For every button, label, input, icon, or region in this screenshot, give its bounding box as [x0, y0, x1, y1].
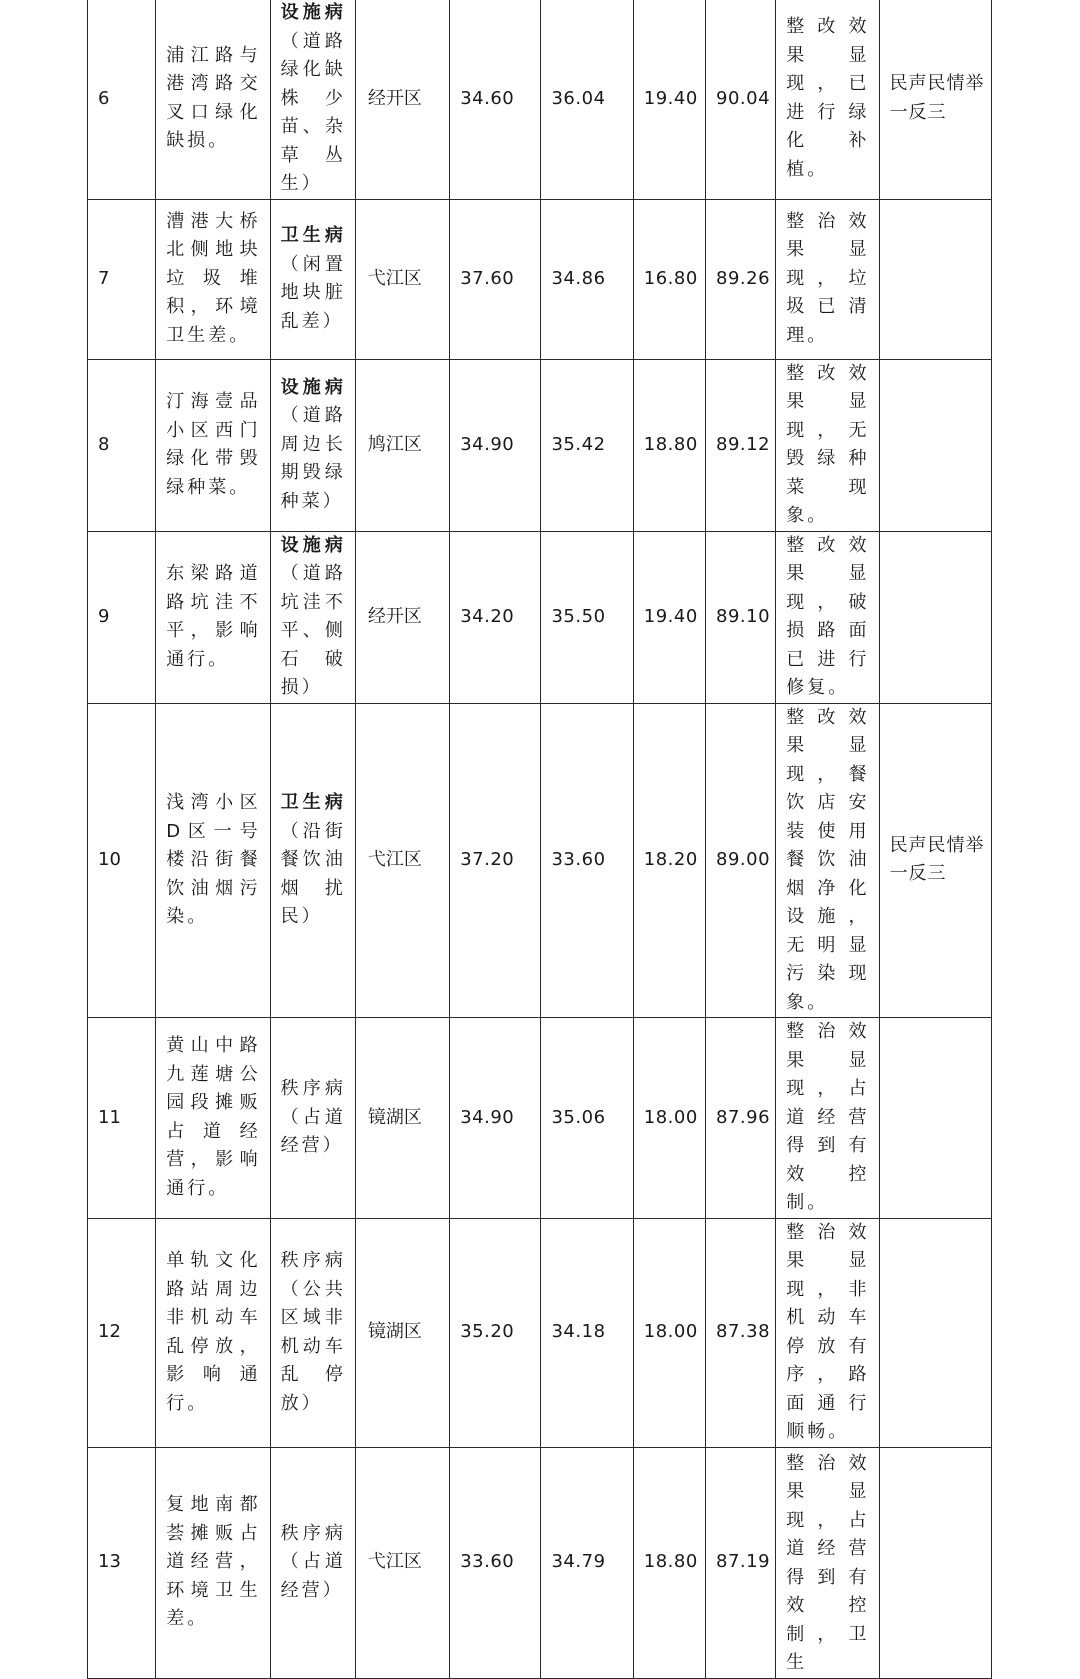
score-2: 34.79 — [541, 1447, 633, 1678]
total-score: 87.19 — [706, 1447, 776, 1678]
district: 弋江区 — [355, 703, 449, 1018]
problem-description: 浅湾小区D区一号楼沿街餐饮油烟污染。 — [156, 703, 270, 1018]
category-detail: （道路绿化缺株少苗、杂草丛生） — [280, 30, 346, 194]
note — [879, 1018, 991, 1219]
district: 经开区 — [355, 531, 449, 703]
table-row — [88, 1447, 992, 1678]
table-row — [88, 1018, 992, 1219]
category-detail: （闲置地块脏乱差） — [280, 253, 346, 332]
score-1: 35.20 — [450, 1218, 541, 1447]
table-row — [88, 0, 992, 199]
problem-description: 汀海壹品小区西门绿化带毁绿种菜。 — [156, 359, 270, 531]
rectification-result: 整治效果显现，非机动车停放有序，路面通行顺畅。 — [776, 1218, 879, 1447]
problem-category — [270, 1447, 355, 1678]
score-1: 34.90 — [450, 1018, 541, 1219]
score-1: 34.20 — [450, 531, 541, 703]
row-number: 6 — [88, 0, 156, 199]
note — [879, 1447, 991, 1678]
rectification-result: 整改效果显现，已进行绿化补植。 — [776, 0, 879, 199]
problem-description: 单轨文化路站周边非机动车乱停放，影响通行。 — [156, 1218, 270, 1447]
category-head: 秩序病 — [280, 1078, 346, 1099]
category-head: 设施病 — [280, 534, 346, 556]
problem-description: 漕港大桥北侧地块垃圾堆积，环境卫生差。 — [156, 199, 270, 359]
score-2: 34.18 — [541, 1218, 633, 1447]
problem-category — [270, 359, 355, 531]
row-number: 7 — [88, 199, 156, 359]
score-3: 18.00 — [633, 1218, 705, 1447]
score-2: 35.06 — [541, 1018, 633, 1219]
score-1: 37.60 — [450, 199, 541, 359]
rectification-result: 整治效果显现，占道经营得到有效控制。 — [776, 1018, 879, 1219]
district: 经开区 — [355, 0, 449, 199]
score-1: 34.90 — [450, 359, 541, 531]
rectification-result: 整改效果显现，破损路面已进行修复。 — [776, 531, 879, 703]
problem-category — [270, 703, 355, 1018]
district: 弋江区 — [355, 1447, 449, 1678]
score-3: 18.00 — [633, 1018, 705, 1219]
total-score: 90.04 — [706, 0, 776, 199]
rectification-result: 整改效果显现，无毁绿种菜现象。 — [776, 359, 879, 531]
note: 民声民情举一反三 — [879, 703, 991, 1018]
problem-category — [270, 0, 355, 199]
assessment-table — [87, 0, 992, 1679]
table-row — [88, 1218, 992, 1447]
total-score: 89.00 — [706, 703, 776, 1018]
row-number: 12 — [88, 1218, 156, 1447]
problem-category — [270, 1218, 355, 1447]
category-head: 设施病 — [280, 2, 346, 23]
score-3: 18.80 — [633, 359, 705, 531]
district: 镜湖区 — [355, 1218, 449, 1447]
score-3: 16.80 — [633, 199, 705, 359]
rectification-result: 整治效果显现，垃圾已清理。 — [776, 199, 879, 359]
total-score: 89.26 — [706, 199, 776, 359]
district: 镜湖区 — [355, 1018, 449, 1219]
category-detail: （道路周边长期毁绿种菜） — [280, 405, 346, 512]
category-head: 秩序病 — [280, 1522, 346, 1544]
category-detail: （公共区域非机动车乱停放） — [280, 1278, 346, 1414]
district: 鸠江区 — [355, 359, 449, 531]
problem-description: 东梁路道路坑洼不平，影响通行。 — [156, 531, 270, 703]
score-2: 34.86 — [541, 199, 633, 359]
total-score: 87.38 — [706, 1218, 776, 1447]
rectification-result: 整改效果显现，餐饮店安装使用餐饮油烟净化设施，无明显污染现象。 — [776, 703, 879, 1018]
score-2: 33.60 — [541, 703, 633, 1018]
problem-category — [270, 1018, 355, 1219]
problem-category — [270, 199, 355, 359]
row-number: 11 — [88, 1018, 156, 1219]
problem-category — [270, 531, 355, 703]
score-3: 18.80 — [633, 1447, 705, 1678]
score-3: 19.40 — [633, 531, 705, 703]
score-2: 35.42 — [541, 359, 633, 531]
category-detail: （沿街餐饮油烟扰民） — [280, 820, 346, 927]
row-number: 9 — [88, 531, 156, 703]
total-score: 89.12 — [706, 359, 776, 531]
score-2: 36.04 — [541, 0, 633, 199]
problem-description: 复地南都荟摊贩占道经营，环境卫生差。 — [156, 1447, 270, 1678]
total-score: 87.96 — [706, 1018, 776, 1219]
note: 民声民情举一反三 — [879, 0, 991, 199]
note — [879, 199, 991, 359]
category-head: 设施病 — [280, 376, 346, 398]
score-1: 37.20 — [450, 703, 541, 1018]
note — [879, 359, 991, 531]
total-score: 89.10 — [706, 531, 776, 703]
score-3: 18.20 — [633, 703, 705, 1018]
score-1: 33.60 — [450, 1447, 541, 1678]
category-detail: （占道经营） — [280, 1106, 346, 1156]
category-head: 秩序病 — [280, 1250, 346, 1271]
table-row — [88, 199, 992, 359]
score-1: 34.60 — [450, 0, 541, 199]
problem-description: 浦江路与港湾路交叉口绿化缺损。 — [156, 0, 270, 199]
score-3: 19.40 — [633, 0, 705, 199]
category-head: 卫生病 — [280, 225, 346, 246]
note — [879, 1218, 991, 1447]
category-head: 卫生病 — [280, 792, 346, 813]
row-number: 10 — [88, 703, 156, 1018]
table-row — [88, 703, 992, 1018]
category-detail: （道路坑洼不平、侧石破损） — [280, 563, 346, 698]
note — [879, 531, 991, 703]
district: 弋江区 — [355, 199, 449, 359]
row-number: 13 — [88, 1447, 156, 1678]
category-detail: （占道经营） — [280, 1551, 346, 1601]
table-row — [88, 531, 992, 703]
problem-description: 黄山中路九莲塘公园段摊贩占道经营，影响通行。 — [156, 1018, 270, 1219]
score-2: 35.50 — [541, 531, 633, 703]
row-number: 8 — [88, 359, 156, 531]
rectification-result: 整治效果显现，占道经营得到有效控制，卫生 — [776, 1447, 879, 1678]
table-row — [88, 359, 992, 531]
